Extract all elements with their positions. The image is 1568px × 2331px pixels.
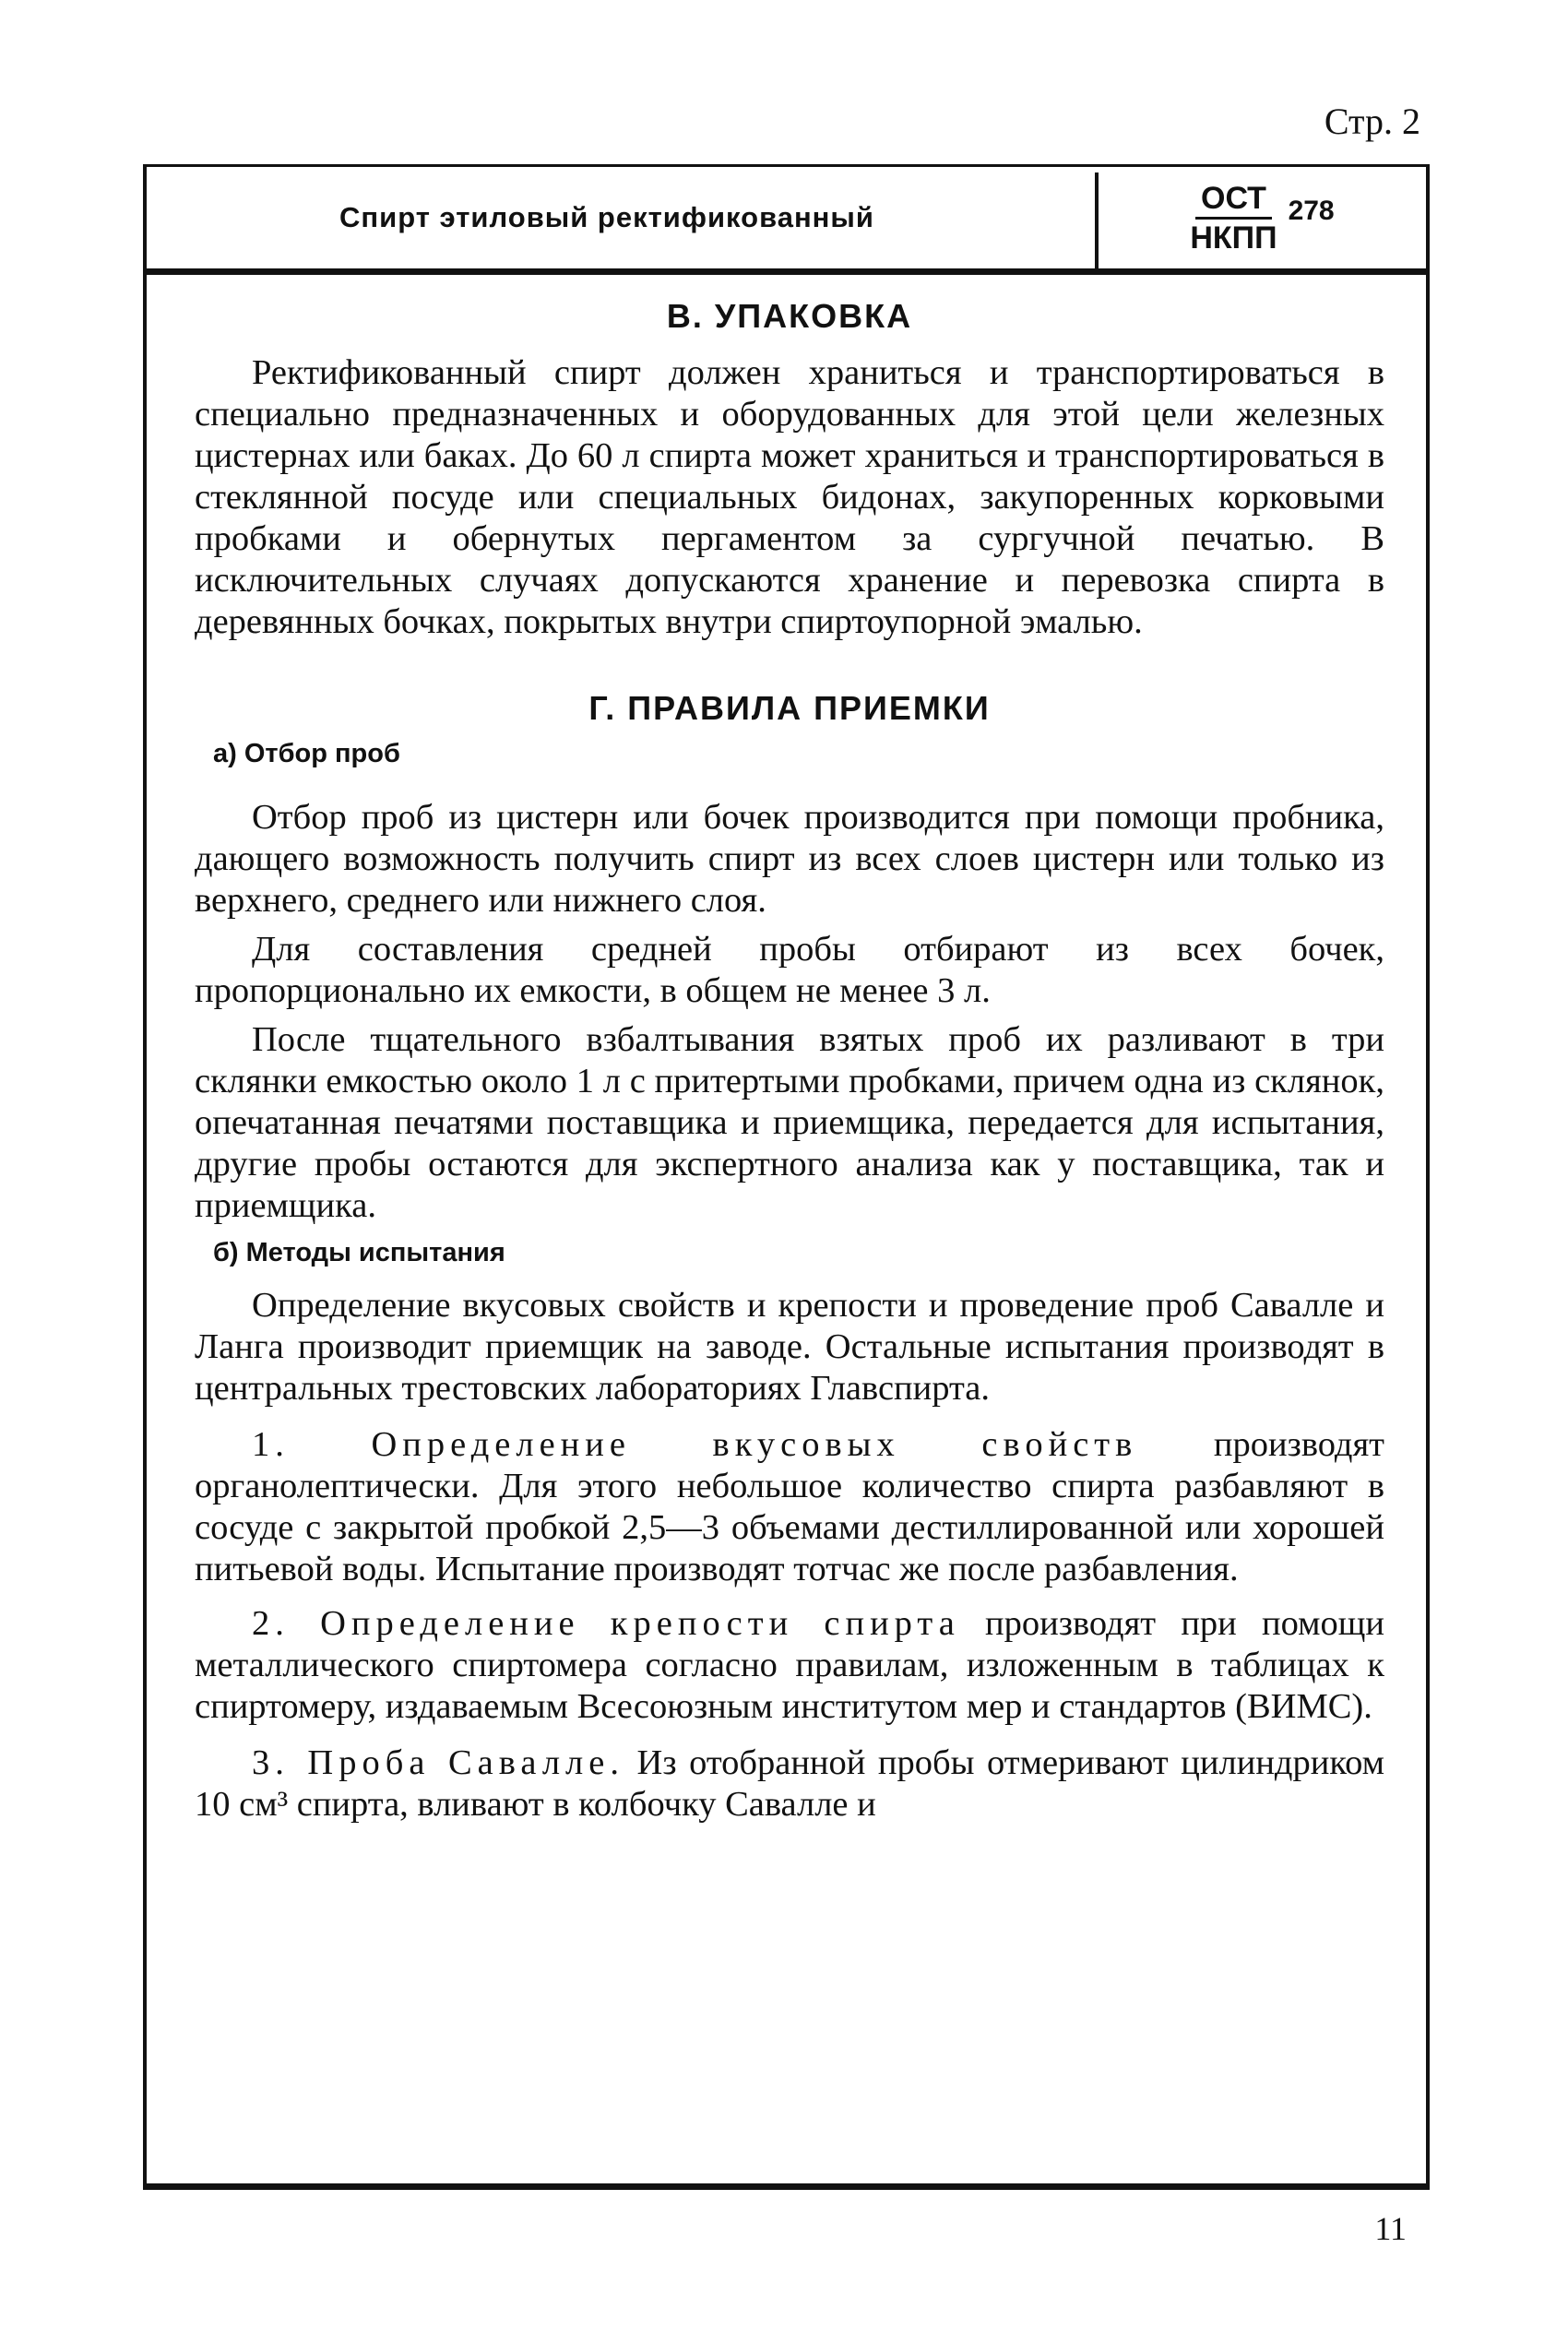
method-item-3-lead: 3. Проба Савалле. [252,1743,624,1782]
code-fraction [1190,180,1277,256]
standard-code [1099,180,1426,256]
method-item-3 [195,1742,1384,1826]
footer-rule [143,2183,1430,2190]
sampling-paragraph-1: Отбор проб из цистерн или бочек производится при помощи пробника, дающего возможность получить спирт из всех слоев цистерн или только из верхнего, среднего или нижнего слоя. [195,798,1384,920]
page-frame [143,164,1430,2189]
code-numerator: ОСТ [1195,180,1272,220]
page-number: 11 [1374,2210,1407,2247]
subheading-test-methods: б) Методы испытания [213,1238,505,1267]
page-label: Стр. 2 [1324,101,1420,142]
method-item-2-text: производят при помощи металлического спиртомера согласно правилам, изложенным в таблицах к спиртомеру, издаваемым Всесоюзным институтом мер и стандартов (ВИМС). [195,1604,1384,1726]
methods-paragraph: Определение вкусовых свойств и крепости и проведение проб Савалле и Ланга производит приемщик на заводе. Остальные испытания производят в центральных трестовских лабораториях Главспирта. [195,1286,1384,1408]
sampling-paragraph-3: После тщательного взбалтывания взятых проб их разливают в три склянки емкостью около 1 л с притертыми пробками, причем одна из склянок, опечатанная печатями поставщика и приемщика, передается для испытания, другие пробы остаются для экспертного анализа как у поставщика, так и приемщика. [195,1020,1384,1225]
sampling-paragraph-2: Для составления средней пробы отбирают из всех бочек, пропорционально их емкости, в общем не менее 3 л. [195,930,1384,1010]
method-item-3-text: Из отобранной пробы отмеривают цилиндриком 10 см³ спирта, вливают в колбочку Савалле и [195,1743,1385,1824]
subheading-sampling: а) Отбор проб [213,739,400,768]
document-body [147,297,1426,1826]
packaging-paragraph: Ректификованный спирт должен храниться и транспортироваться в специально предназначенных и оборудованных для этой цели железных цистернах или баках. До 60 л спирта может храниться и транспортироваться в стеклянной посуде или специальных бидонах, закупоренных корковыми пробками и обернутых пергаментом за сургучной печатью. В исключительных случаях допускаются хранение и перевозка спирта в деревянных бочках, покрытых внутри спиртоупорной эмалью. [195,353,1384,641]
section-heading-packaging: В. УПАКОВКА [666,297,913,335]
code-number: 278 [1288,196,1335,226]
method-item-1 [195,1424,1384,1590]
method-item-1-text: производят органолептически. Для этого небольшое количество спирта разбавляют в сосуде с закрытой пробкой 2,5—3 объемами дестиллированной или хорошей питьевой воды. Испытание производят тотчас же после разбавления. [195,1425,1385,1588]
method-item-2 [195,1603,1384,1728]
document-header [147,167,1426,275]
section-heading-acceptance: Г. ПРАВИЛА ПРИЕМКИ [588,689,991,727]
code-denominator: НКПП [1190,220,1277,256]
document-title: Спирт этиловый ректификованный [339,201,874,233]
method-item-2-lead: 2. Определение крепости спирта [252,1604,960,1643]
method-item-1-lead: 1. Определение вкусовых свойств [252,1425,1138,1464]
